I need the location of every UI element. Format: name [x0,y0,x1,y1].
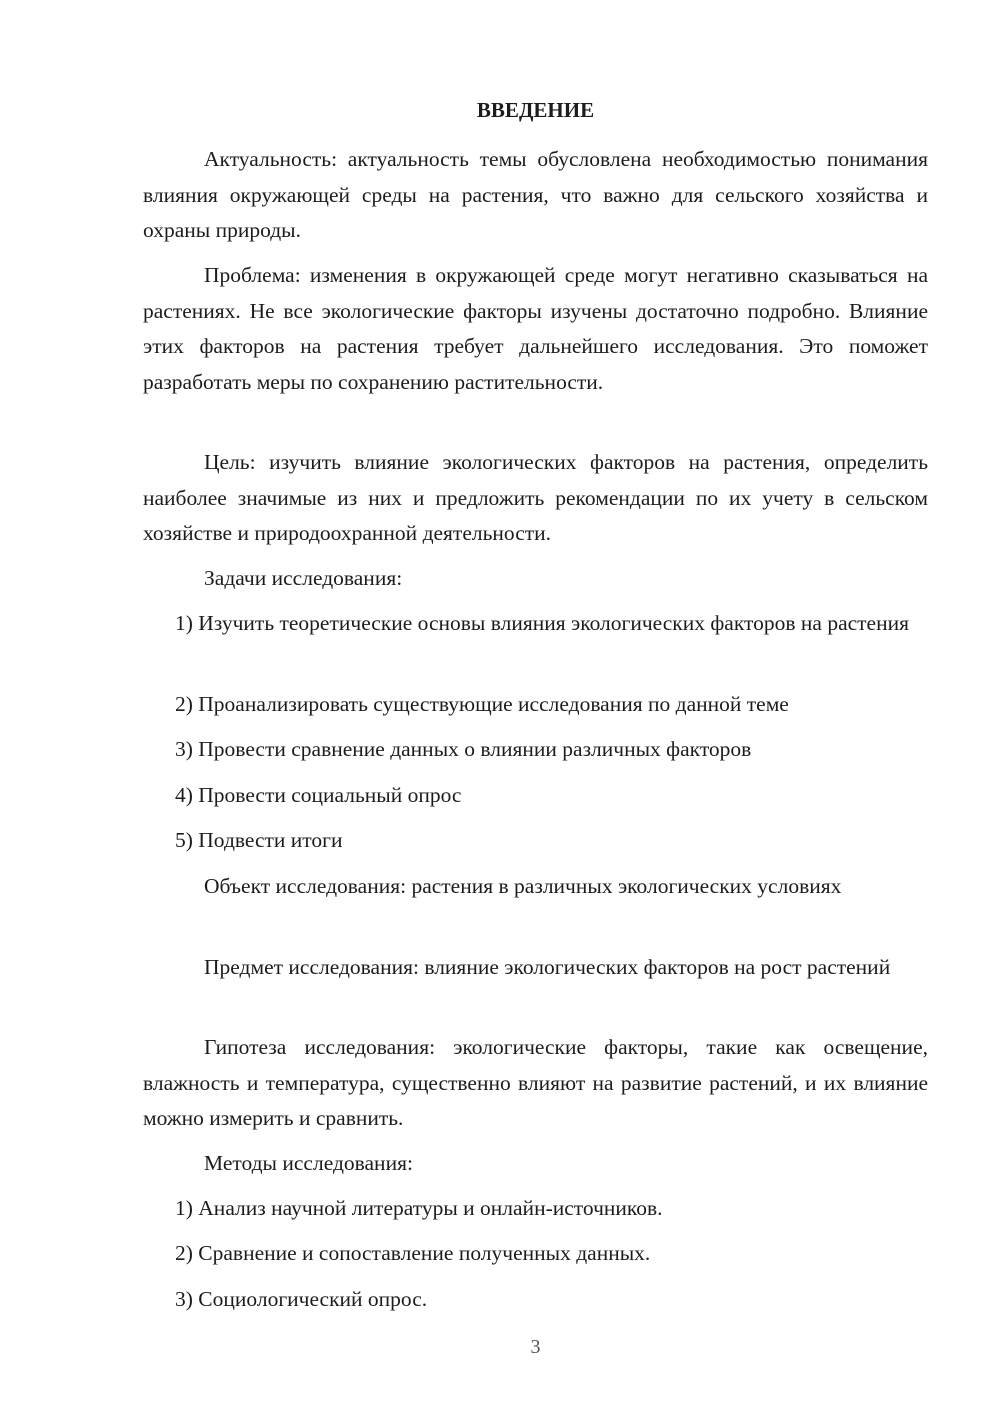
hypothesis-paragraph: Гипотеза исследования: экологические факторы, такие как освещение, влажность и температура, существенно влияют на развитие растений, и их влияние можно измерить и сравнить. [143,1035,928,1130]
methods-heading: Методы исследования: [204,1151,413,1175]
method-item-1: 1) Анализ научной литературы и онлайн-источников. [175,1196,663,1220]
task-item-4: 4) Провести социальный опрос [175,783,462,807]
task-item-5: 5) Подвести итоги [175,828,343,852]
task-item-3: 3) Провести сравнение данных о влиянии различных факторов [175,737,752,761]
tasks-heading: Задачи исследования: [204,566,403,590]
task-item-2: 2) Проанализировать существующие исследования по данной теме [175,692,789,716]
subject-paragraph: Предмет исследования: влияние экологических факторов на рост растений [204,955,891,979]
object-paragraph: Объект исследования: растения в различных экологических условиях [204,874,842,898]
problem-paragraph: Проблема: изменения в окружающей среде могут негативно сказываться на растениях. Не все экологические факторы изучены достаточно подробно. Влияние этих факторов на растения требует дальнейшего исследования. Это поможет разработать меры по сохранению растительности. [143,263,928,394]
goal-paragraph: Цель: изучить влияние экологических факторов на растения, определить наиболее значимые из них и предложить рекомендации по их учету в сельском хозяйстве и природоохранной деятельности. [143,450,928,545]
task-item-1: 1) Изучить теоретические основы влияния экологических факторов на растения [175,611,909,635]
method-item-2: 2) Сравнение и сопоставление полученных данных. [175,1241,651,1265]
document-page [143,0,928,1414]
relevance-paragraph: Актуальность: актуальность темы обусловлена необходимостью понимания влияния окружающей среды на растения, что важно для сельского хозяйства и охраны природы. [143,147,928,242]
page-title: ВВЕДЕНИЕ [476,98,595,122]
page-number: 3 [530,1336,541,1358]
method-item-3: 3) Социологический опрос. [175,1287,428,1311]
